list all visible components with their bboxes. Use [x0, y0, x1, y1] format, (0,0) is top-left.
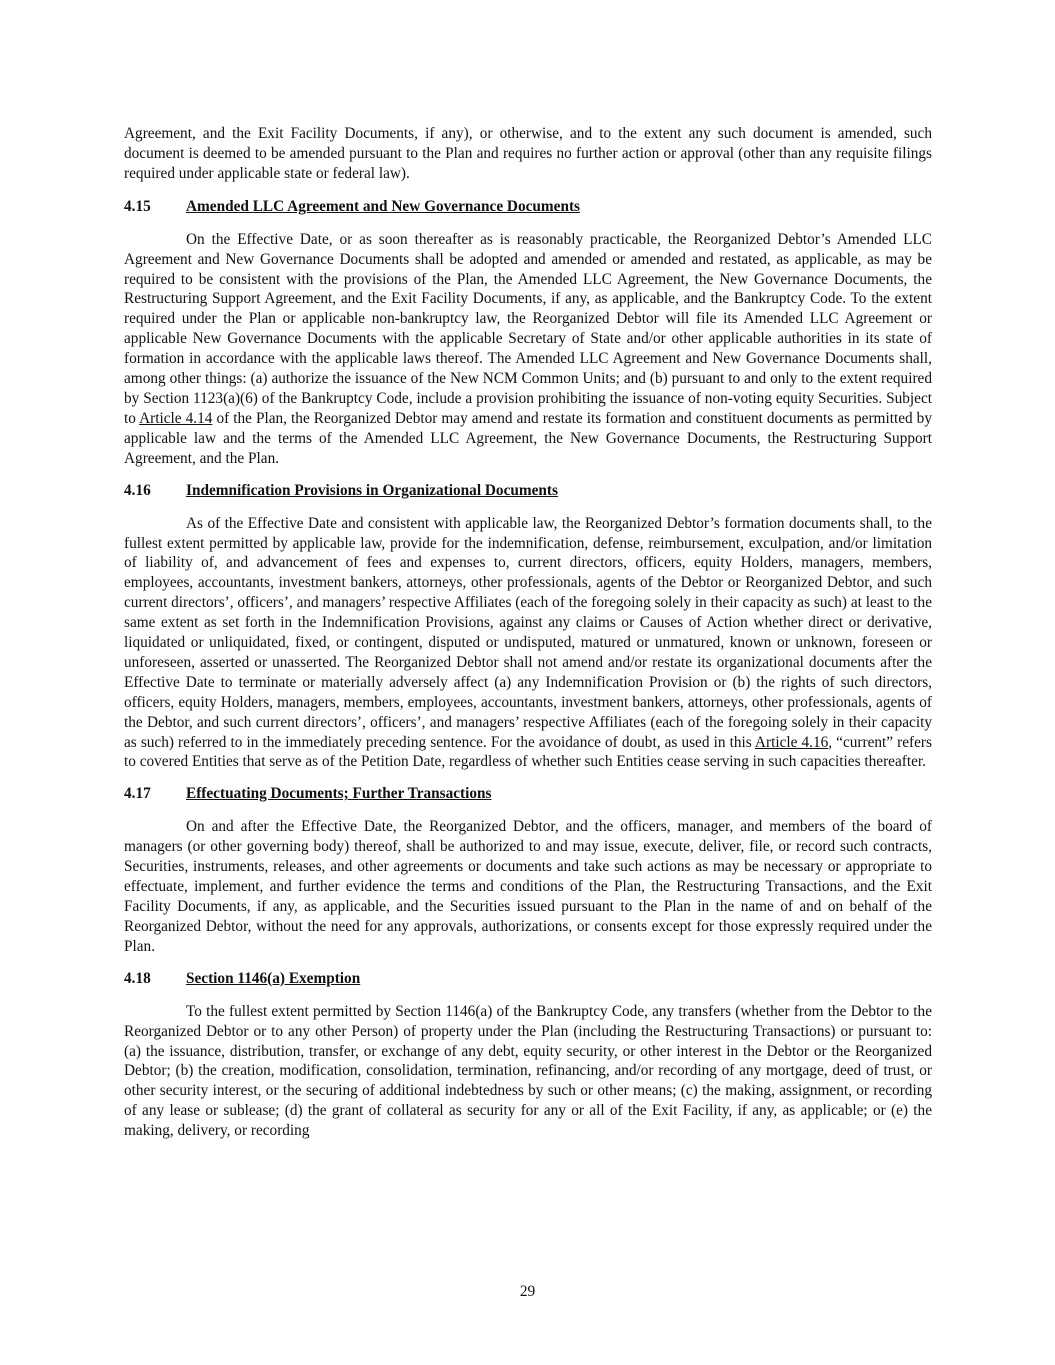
paragraph-text: As of the Effective Date and consistent with applicable law, the Reorganized Debtor’s formation documents shall, to the fullest extent permitted by applicable law, provide for the indemnification, defense, reimbursement, exculpation, and/or limitation of liability of, and advancement of fees and expenses to, current directors, officers, equity Holders, managers, members, employees, accountants, investment bankers, attorneys, other professionals, agents of the Debtor or Reorganized Debtor, and such current directors’, officers’, and managers’ respective Affiliates (each of the foregoing solely in their capacity as such) at least to the same extent as set forth in the Indemnification Provisions, against any claims or Causes of Action whether direct or derivative, liquidated or unliquidated, fixed, or contingent, disputed or undisputed, matured or unmatured, known or unknown, foreseen or unforeseen, asserted or unasserted. The Reorganized Debtor shall not amend and/or restate its organizational documents after the Effective Date to terminate or materially adversely affect (a) any Indemnification Provision or (b) the rights of such directors, officers, equity Holders, managers, members, employees, accountants, investment bankers, attorneys, other professionals, agents of the Debtor, and such current directors’, officers’, and managers’ respective Affiliates (each of the foregoing solely in their capacity as such) referred to in the immediately preceding sentence. For the avoidance of doubt, as used in this [124, 514, 932, 751]
section-heading-4-16 [124, 481, 932, 501]
section-number: 4.15 [124, 197, 151, 215]
section-number: 4.18 [124, 969, 151, 987]
article-reference-link: Article 4.16 [754, 733, 829, 751]
intro-paragraph: Agreement, and the Exit Facility Documents, if any), or otherwise, and to the extent any such document is amended, such document is deemed to be amended pursuant to the Plan and requires no further action or approval (other than any requisite filings required under applicable state or federal law). [124, 125, 932, 182]
section-number: 4.17 [124, 785, 151, 803]
paragraph-text: , “current” refers to covered Entities that serve as of the Petition Date, regardless of whether such Entities cease serving in such capacities thereafter. [124, 733, 932, 771]
section-heading-4-17 [124, 784, 932, 804]
article-reference-link: Article 4.14 [139, 409, 213, 427]
section-number: 4.16 [124, 481, 151, 499]
section-title: Effectuating Documents; Further Transactions [186, 785, 492, 803]
page-number: 29 [519, 1283, 536, 1300]
section-4-15-paragraph [124, 230, 932, 469]
section-title: Amended LLC Agreement and New Governance Documents [186, 197, 581, 215]
section-heading-4-15 [124, 197, 932, 217]
document-page [124, 124, 932, 1141]
paragraph-text: of the Plan, the Reorganized Debtor may amend and restate its formation and constituent documents as permitted by applicable law and the terms of the Amended LLC Agreement, the New Governance Documents, the Restructuring Support Agreement, and the Plan. [124, 409, 932, 467]
section-4-18-paragraph: To the fullest extent permitted by Section 1146(a) of the Bankruptcy Code, any transfers (whether from the Debtor to the Reorganized Debtor or to any other Person) of property under the Plan (including the Restructuring Transactions) or pursuant to: (a) the issuance, distribution, transfer, or exchange of any debt, equity security, or other interest in the Debtor or the Reorganized Debtor; (b) the creation, modification, consolidation, termination, refinancing, and/or recording of any mortgage, deed of trust, or other security interest, or the securing of additional indebtedness by such or other means; (c) the making, assignment, or recording of any lease or sublease; (d) the grant of collateral as security for any or all of the Exit Facility, if any, as applicable; or (e) the making, delivery, or recording [124, 1002, 932, 1140]
section-4-17-paragraph: On and after the Effective Date, the Reorganized Debtor, and the officers, manager, and members of the board of managers (or other governing body) thereof, shall be authorized to and may issue, execute, deliver, file, or record such contracts, Securities, instruments, releases, and other agreements or documents and take such actions as may be necessary or appropriate to effectuate, implement, and further evidence the terms and conditions of the Plan, the Restructuring Transactions, and the Exit Facility Documents, if any, as applicable, and the Securities issued pursuant to the Plan in the name of and on behalf of the Reorganized Debtor, without the need for any approvals, authorizations, or consents except for those expressly required under the Plan. [124, 818, 932, 955]
section-heading-4-18 [124, 969, 932, 989]
section-4-16-paragraph [124, 514, 932, 773]
section-title: Section 1146(a) Exemption [186, 969, 361, 987]
paragraph-text: On the Effective Date, or as soon thereafter as is reasonably practicable, the Reorganized Debtor’s Amended LLC Agreement and New Governance Documents shall be adopted and amended or amended and restated, as applicable, as may be required to be consistent with the provisions of the Plan, the Amended LLC Agreement, the New Governance Documents, the Restructuring Support Agreement, and the Exit Facility Documents, if any, as applicable, and the Bankruptcy Code. To the extent required under the Plan or applicable non-bankruptcy law, the Reorganized Debtor will file its Amended LLC Agreement or applicable New Governance Documents with the applicable Secretary of State and/or other applicable authorities in its state of formation in accordance with the applicable laws thereof. The Amended LLC Agreement and New Governance Documents shall, among other things: (a) authorize the issuance of the New NCM Common Units; and (b) pursuant to and only to the extent required by Section 1123(a)(6) of the Bankruptcy Code, include a provision prohibiting the issuance of non-voting equity Securities. Subject to [124, 230, 932, 427]
section-title: Indemnification Provisions in Organizational Documents [186, 481, 558, 499]
